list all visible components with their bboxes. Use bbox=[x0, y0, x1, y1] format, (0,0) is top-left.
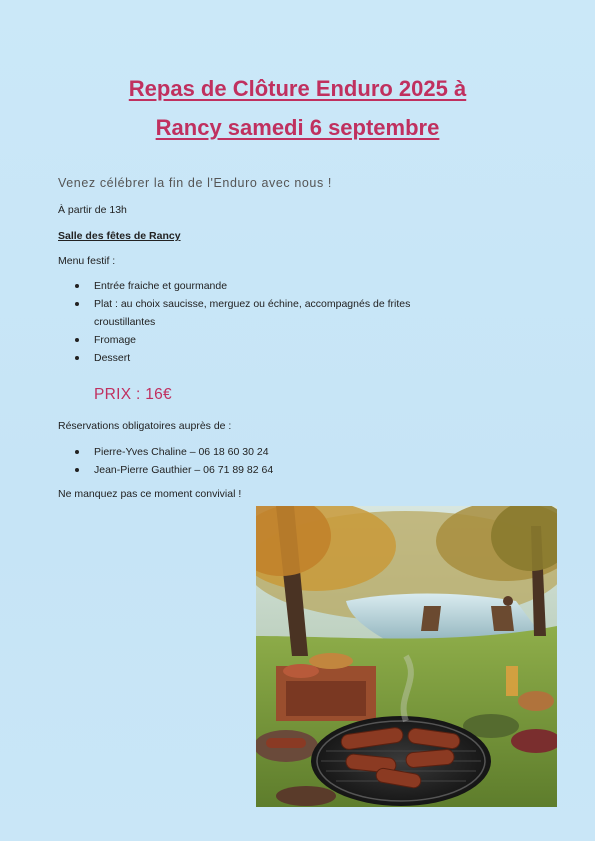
time-text: À partir de 13h bbox=[58, 204, 127, 216]
menu-item-continuation: croustillantes bbox=[94, 316, 156, 328]
reservations-heading: Réservations obligatoires auprès de : bbox=[58, 420, 232, 432]
venue-text: Salle des fêtes de Rancy bbox=[58, 230, 181, 242]
contact-item: Pierre-Yves Chaline – 06 18 60 30 24 bbox=[58, 443, 478, 461]
closing-text: Ne manquez pas ce moment convivial ! bbox=[58, 488, 242, 500]
menu-heading: Menu festif : bbox=[58, 255, 116, 267]
contacts-list bbox=[58, 443, 478, 479]
contact-item: Jean-Pierre Gauthier – 06 71 89 82 64 bbox=[58, 461, 478, 479]
picnic-illustration bbox=[256, 506, 557, 807]
page-title-line-1: Repas de Clôture Enduro 2025 à bbox=[128, 76, 467, 101]
page-title-line-2: Rancy samedi 6 septembre bbox=[155, 115, 440, 140]
menu-item: Fromage bbox=[58, 331, 478, 349]
menu-item: Plat : au choix saucisse, merguez ou échine, accompagnés de frites bbox=[58, 295, 478, 313]
intro-text: Venez célébrer la fin de l'Enduro avec nous ! bbox=[58, 176, 332, 190]
menu-list bbox=[58, 277, 478, 367]
menu-item: Entrée fraiche et gourmande bbox=[58, 277, 478, 295]
price-text: PRIX : 16€ bbox=[94, 386, 172, 403]
menu-item: Dessert bbox=[58, 349, 478, 367]
